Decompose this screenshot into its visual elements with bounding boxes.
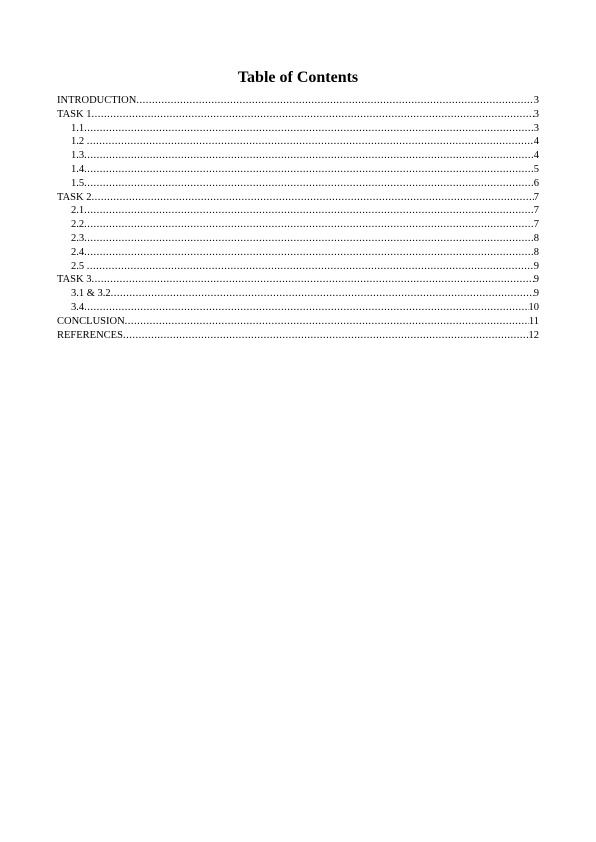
toc-entry-label: 2.2 bbox=[71, 219, 85, 231]
toc-entry-2-5[interactable] bbox=[57, 260, 539, 274]
toc-entry-page: 8 bbox=[533, 232, 539, 244]
toc-dot-leader bbox=[91, 108, 533, 122]
toc-entry-label: INTRODUCTION bbox=[57, 95, 137, 106]
toc-entry-label: 1.4 bbox=[71, 163, 85, 175]
toc-dot-leader bbox=[84, 163, 534, 177]
toc-entry-label: 2.1 bbox=[71, 205, 85, 217]
toc-entry-label: 1.3 bbox=[71, 150, 85, 162]
toc-entry-label: 1.1 bbox=[71, 122, 85, 134]
toc-dot-leader bbox=[91, 273, 533, 287]
toc-entry-page: 11 bbox=[528, 315, 539, 327]
toc-entry-page: 7 bbox=[533, 205, 539, 217]
toc-dot-leader bbox=[84, 149, 534, 163]
toc-entry-2-3[interactable] bbox=[57, 232, 539, 246]
toc-entry-page: 12 bbox=[528, 329, 539, 341]
toc-dot-leader bbox=[84, 246, 534, 260]
toc-entry-1-1[interactable] bbox=[57, 122, 539, 136]
toc-entry-label: CONCLUSION bbox=[57, 315, 125, 327]
toc-entry-page: 4 bbox=[533, 136, 539, 148]
toc-entry-2-1[interactable] bbox=[57, 204, 539, 218]
toc-entry-task-3[interactable] bbox=[57, 273, 539, 287]
toc-dot-leader bbox=[125, 315, 529, 329]
toc-entry-2-4[interactable] bbox=[57, 246, 539, 260]
toc-entry-2-2[interactable] bbox=[57, 218, 539, 232]
toc-entry-1-5[interactable] bbox=[57, 177, 539, 191]
toc-entry-page: 9 bbox=[533, 260, 539, 272]
toc-entry-label: 2.3 bbox=[71, 232, 85, 244]
toc-entry-task-2[interactable] bbox=[57, 191, 539, 205]
toc-entry-page: 9 bbox=[533, 288, 539, 300]
toc-entry-page: 6 bbox=[533, 177, 539, 189]
toc-list bbox=[57, 94, 539, 342]
toc-entry-1-3[interactable] bbox=[57, 149, 539, 163]
toc-entry-page: 9 bbox=[533, 274, 539, 286]
toc-entry-3-1-3-2[interactable] bbox=[57, 287, 539, 301]
toc-entry-label: REFERENCES bbox=[57, 329, 123, 341]
toc-dot-leader bbox=[87, 260, 534, 274]
toc-entry-page: 10 bbox=[528, 301, 539, 313]
toc-dot-leader bbox=[84, 122, 534, 136]
toc-dot-leader bbox=[123, 329, 529, 343]
toc-dot-leader bbox=[111, 287, 534, 301]
toc-entry-page: 3 bbox=[533, 122, 539, 134]
toc-entry-1-2[interactable] bbox=[57, 135, 539, 149]
toc-entry-label: 1.5 bbox=[71, 177, 85, 189]
toc-entry-label: 2.4 bbox=[71, 246, 85, 258]
toc-dot-leader bbox=[84, 232, 534, 246]
toc-entry-page: 4 bbox=[533, 150, 539, 162]
toc-dot-leader bbox=[84, 301, 528, 315]
toc-entry-label: 3.4 bbox=[71, 301, 85, 313]
toc-entry-label: 2.5 bbox=[71, 260, 87, 272]
toc-entry-page: 5 bbox=[533, 163, 539, 175]
toc-dot-leader bbox=[84, 218, 534, 232]
toc-entry-label: 1.2 bbox=[71, 136, 87, 148]
toc-title: Table of Contents bbox=[237, 69, 359, 86]
toc-dot-leader bbox=[136, 94, 533, 108]
toc-entry-page: 8 bbox=[533, 246, 539, 258]
toc-dot-leader bbox=[84, 204, 534, 218]
toc-entry-3-4[interactable] bbox=[57, 301, 539, 315]
toc-entry-page: 3 bbox=[533, 108, 539, 120]
toc-entry-label: TASK 2 bbox=[57, 191, 92, 203]
toc-entry-label: TASK 3 bbox=[57, 274, 92, 286]
toc-dot-leader bbox=[91, 191, 533, 205]
toc-entry-introduction[interactable] bbox=[57, 94, 539, 108]
toc-entry-page: 7 bbox=[533, 219, 539, 231]
toc-entry-page: 3 bbox=[533, 95, 539, 106]
toc-dot-leader bbox=[84, 177, 534, 191]
toc-entry-page: 7 bbox=[533, 191, 539, 203]
toc-entry-references[interactable] bbox=[57, 329, 539, 343]
toc-entry-conclusion[interactable] bbox=[57, 315, 539, 329]
toc-dot-leader bbox=[87, 135, 534, 149]
toc-entry-task-1[interactable] bbox=[57, 108, 539, 122]
toc-entry-label: TASK 1 bbox=[57, 108, 92, 120]
toc-entry-label: 3.1 & 3.2 bbox=[71, 288, 111, 300]
toc-entry-1-4[interactable] bbox=[57, 163, 539, 177]
